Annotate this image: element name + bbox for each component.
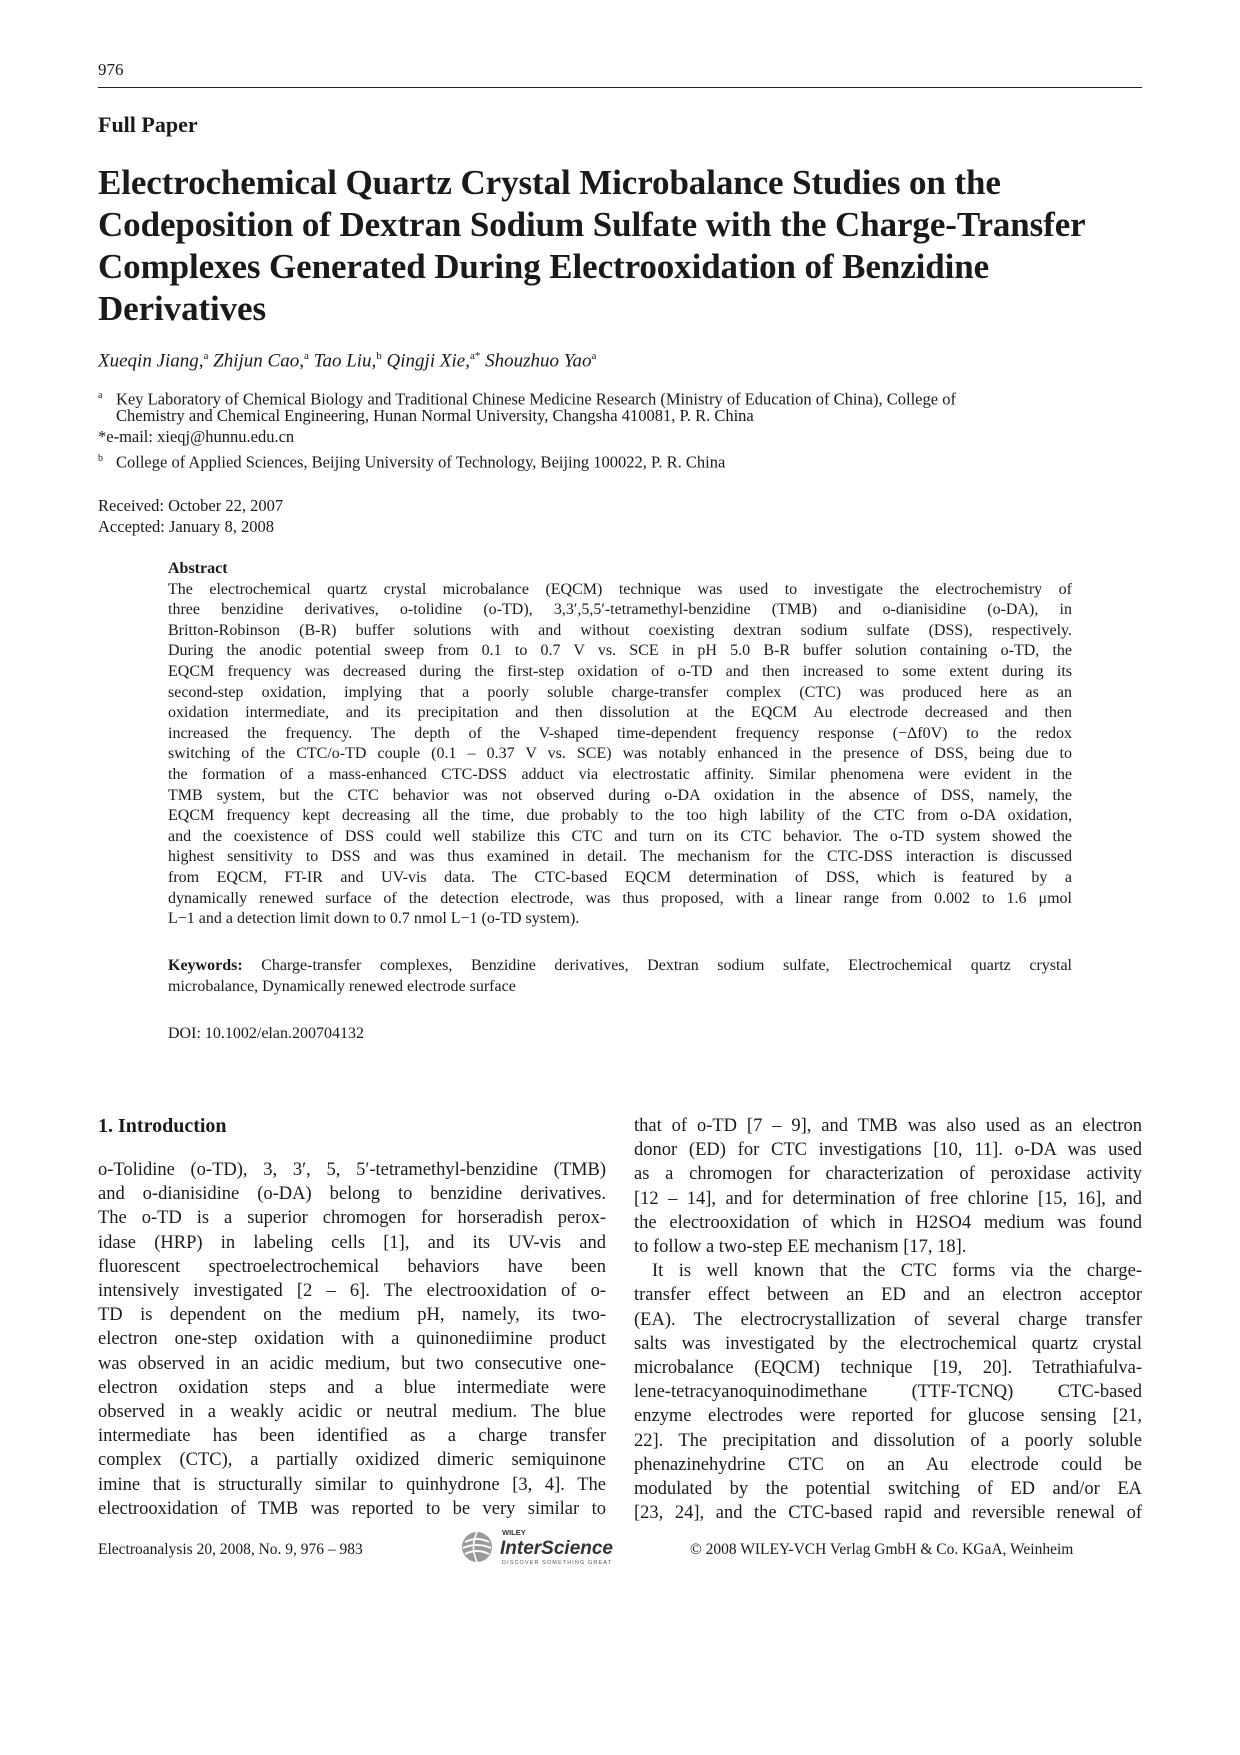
text-line: the electrooxidation of which in H2SO4 medium was found <box>634 1212 1142 1233</box>
abstract-line: The electrochemical quartz crystal microbalance (EQCM) technique was used to investigate the electrochemistry of <box>168 580 1072 598</box>
abstract-line: oxidation intermediate, and its precipitation and then dissolution at the EQCM Au electrode decreased and then <box>168 704 1072 722</box>
author-affil-mark: a <box>303 350 309 362</box>
keywords-label: Keywords: <box>168 957 243 974</box>
text-line: idase (HRP) in labeling cells [1], and its UV-vis and <box>98 1232 606 1253</box>
affiliation-a-continued: Chemistry and Chemical Engineering, Hunan Normal University, Changsha 410081, P. R. China <box>116 406 754 425</box>
abstract <box>168 559 1072 930</box>
section-heading: 1. Introduction <box>98 1115 227 1137</box>
logo-wiley-text: WILEY <box>502 1528 526 1537</box>
logo-interscience-text: InterScience <box>500 1538 613 1559</box>
author-name: Xueqin Jiang, <box>98 350 204 372</box>
keywords <box>168 956 1072 997</box>
text-line: [12 – 14], and for determination of free chlorine [15, 16], and <box>634 1188 1142 1209</box>
section-label: Full Paper <box>98 112 198 137</box>
interscience-logo <box>460 1526 630 1570</box>
header-rule <box>98 87 1142 88</box>
globe-icon <box>460 1530 494 1564</box>
author-affil-mark: b <box>376 350 382 362</box>
abstract-line: highest sensitivity to DSS and was thus examined in detail. The mechanism for the CTC-DSS interaction is discussed <box>168 848 1072 866</box>
copyright-notice: © 2008 WILEY-VCH Verlag GmbH & Co. KGaA, Weinheim <box>690 1541 1074 1558</box>
text-line: as a chromogen for characterization of peroxidase activity <box>634 1164 1142 1185</box>
text-line: lene-tetracyanoquinodimethane (TTF-TCNQ) CTC-based <box>634 1382 1142 1403</box>
text-line: transfer effect between an ED and an electron acceptor <box>634 1285 1142 1306</box>
text-line: to follow a two-step EE mechanism [17, 18]. <box>634 1237 967 1258</box>
author-affil-mark: a <box>591 350 597 362</box>
abstract-line: L−1 and a detection limit down to 0.7 nmol L−1 (o-TD system). <box>168 910 580 928</box>
abstract-line: the formation of a mass-enhanced CTC-DSS adduct via electrostatic affinity. Similar phenomena were evident in the <box>168 765 1072 783</box>
abstract-line: EQCM frequency was decreased during the first-step oxidation of o-TD and then increased to some extent during its <box>168 662 1072 680</box>
abstract-line: EQCM frequency kept decreasing all the time, due probably to the too high lability of the CTC from o-DA oxidation, <box>168 807 1072 825</box>
affiliation-text: College of Applied Sciences, Beijing University of Technology, Beijing 100022, P. R. China <box>116 452 726 472</box>
corresponding-email: *e-mail: xieqj@hunnu.edu.cn <box>98 427 295 446</box>
text-line: The o-TD is a superior chromogen for horseradish perox- <box>98 1208 606 1229</box>
intro-right-column <box>634 1114 1142 1525</box>
author-name: Qingji Xie, <box>386 350 470 372</box>
journal-citation: Electroanalysis 20, 2008, No. 9, 976 – 983 <box>98 1541 363 1558</box>
text-line: [23, 24], and the CTC-based rapid and reversible renewal of <box>634 1503 1142 1524</box>
title-line: Derivatives <box>98 289 267 328</box>
text-line: imine that is structurally similar to quinhydrone [3, 4]. The <box>98 1474 606 1495</box>
submission-dates <box>98 495 283 537</box>
text-line: TD is dependent on the medium pH, namely, its two- <box>98 1305 606 1326</box>
text-line: complex (CTC), a partially oxidized dimeric semiquinone <box>98 1450 606 1471</box>
keywords-line: microbalance, Dynamically renewed electrode surface <box>168 977 516 995</box>
abstract-line: increased the frequency. The depth of the V-shaped time-dependent frequency response (−Δf0V) to the redox <box>168 724 1072 742</box>
abstract-line: three benzidine derivatives, o-tolidine (o-TD), 3,3′,5,5′-tetramethyl-benzidine (TMB) and o-dianisidine (o-DA), in <box>168 601 1072 619</box>
text-line: fluorescent spectroelectrochemical behaviors have been <box>98 1256 606 1277</box>
author-name: Shouzhuo Yao <box>485 350 592 372</box>
paper-title <box>98 162 1158 330</box>
abstract-line: and the coexistence of DSS could well stabilize this CTC and turn on its CTC behavior. The o-TD system showed the <box>168 827 1072 845</box>
text-line: (EA). The electrocrystallization of several charge transfer <box>634 1309 1142 1330</box>
text-line: that of o-TD [7 – 9], and TMB was also used as an electron <box>634 1116 1142 1136</box>
text-line: modulated by the potential switching of ED and/or EA <box>634 1479 1142 1500</box>
page-number: 976 <box>98 60 124 79</box>
abstract-line: from EQCM, FT-IR and UV-vis data. The CTC-based EQCM determination of DSS, which is featured by a <box>168 868 1072 886</box>
abstract-line: second-step oxidation, implying that a poorly soluble charge-transfer complex (CTC) was produced here as an <box>168 683 1072 701</box>
title-line: Electrochemical Quartz Crystal Microbalance Studies on the <box>98 163 1001 202</box>
intro-left-column <box>98 1114 606 1521</box>
doi: DOI: 10.1002/elan.200704132 <box>168 1025 364 1042</box>
text-line: phenazinehydrine CTC on an Au electrode could be <box>634 1454 1142 1475</box>
affiliation-text: Key Laboratory of Chemical Biology and Traditional Chinese Medicine Research (Ministry of Education of China), College of <box>116 389 956 409</box>
text-line: enzyme electrodes were reported for glucose sensing [21, <box>634 1406 1142 1427</box>
title-line: Codeposition of Dextran Sodium Sulfate with the Charge-Transfer <box>98 205 1086 244</box>
author-name: Zhijun Cao, <box>213 350 304 372</box>
text-line: donor (ED) for CTC investigations [10, 11]. o-DA was used <box>634 1140 1142 1161</box>
text-line: intermediate has been identified as a charge transfer <box>98 1426 606 1447</box>
abstract-heading: Abstract <box>168 560 228 577</box>
text-line: intensively investigated [2 – 6]. The electrooxidation of o- <box>98 1281 606 1302</box>
text-line: electron oxidation steps and a blue intermediate were <box>98 1377 606 1398</box>
accepted-date: Accepted: January 8, 2008 <box>98 517 274 536</box>
abstract-line: TMB system, but the CTC behavior was not observed during o-DA oxidation in the absence of DSS, namely, the <box>168 786 1072 804</box>
author-affil-mark: a <box>203 350 209 362</box>
text-line: microbalance (EQCM) technique [19, 20]. Tetrathiafulva- <box>634 1358 1142 1379</box>
received-date: Received: October 22, 2007 <box>98 496 284 515</box>
keywords-line <box>168 956 1072 977</box>
intro-left-text <box>98 1158 606 1521</box>
author-name: Tao Liu, <box>313 350 377 372</box>
logo-tagline: DISCOVER SOMETHING GREAT <box>502 1560 613 1566</box>
abstract-line: dynamically renewed surface of the detection electrode, was thus proposed, with a linear range from 0.002 to 1.6 μmol <box>168 889 1072 907</box>
text-line: observed in a weakly acidic or neutral medium. The blue <box>98 1402 606 1423</box>
author-affil-mark: a* <box>469 350 481 362</box>
text-line: electron one-step oxidation with a quinonediimine product <box>98 1329 606 1350</box>
text-line: electrooxidation of TMB was reported to be very similar to <box>98 1498 606 1519</box>
affiliation-b <box>98 449 725 473</box>
title-line: Complexes Generated During Electrooxidation of Benzidine <box>98 247 990 286</box>
abstract-line: switching of the CTC/o-TD couple (0.1 – 0.37 V vs. SCE) was notably enhanced in the presence of DSS, being due to <box>168 745 1072 763</box>
author-list <box>98 350 596 372</box>
text-line: was observed in an acidic medium, but two consecutive one- <box>98 1353 606 1374</box>
text-line: o-Tolidine (o-TD), 3, 3′, 5, 5′-tetramethyl-benzidine (TMB) <box>98 1160 606 1180</box>
text-line: salts was investigated by the electrochemical quartz crystal <box>634 1333 1142 1354</box>
abstract-line: Britton-Robinson (B-R) buffer solutions with and without coexisting dextran sodium sulfate (DSS), respectively. <box>168 621 1072 639</box>
affiliation-mark: b <box>98 453 103 464</box>
keywords-text: Charge-transfer complexes, Benzidine derivatives, Dextran sodium sulfate, Electrochemical quartz crystal <box>242 957 1072 974</box>
text-line: 22]. The precipitation and dissolution of a poorly soluble <box>634 1430 1142 1451</box>
text-line: It is well known that the CTC forms via the charge- <box>652 1261 1142 1282</box>
abstract-line: During the anodic potential sweep from 0.1 to 0.7 V vs. SCE in pH 5.0 B-R buffer solution containing o-TD, the <box>168 642 1072 660</box>
text-line: and o-dianisidine (o-DA) belong to benzidine derivatives. <box>98 1184 606 1205</box>
affiliation-mark: a <box>98 390 103 401</box>
